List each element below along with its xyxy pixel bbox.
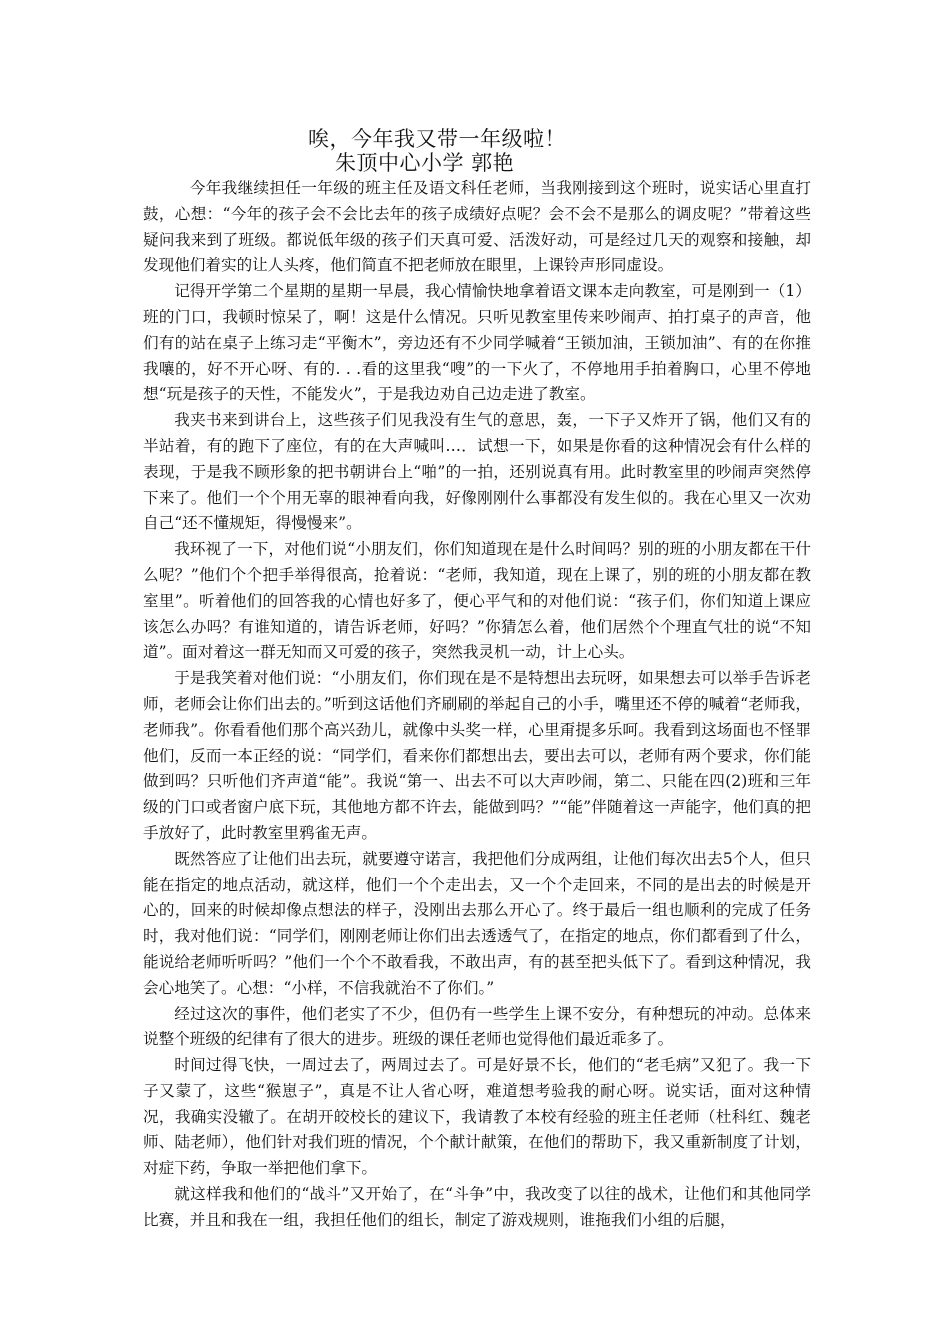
paragraph: 我夹书来到讲台上，这些孩子们见我没有生气的意思，轰，一下子又炸开了锅，他们又有的半站着，有的跑下了座位，有的在大声喊叫…．试想一下，如果是你看的这种情况会有什么样的表现，于是我不顾形象的把书朝讲台上“啪”的一拍，还别说真有用。此时教室里的吵闹声突然停下来了。他们一个个用无辜的眼神看向我，好像刚刚什么事都没有发生似的。我在心里又一次劝自己“还不懂规矩，得慢慢来”。 — [143, 411, 811, 533]
paragraph: 经过这次的事件，他们老实了不少，但仍有一些学生上课不安分，有种想玩的冲动。总体来说整个班级的纪律有了很大的进步。班级的课任老师也觉得他们最近乖多了。 — [143, 1004, 811, 1049]
document-author: 朱顶中心小学 郭艳 — [335, 151, 515, 175]
paragraph: 就这样我和他们的“战斗”又开始了，在“斗争”中，我改变了以往的战术，让他们和其他同学比赛，并且和我在一组，我担任他们的组长，制定了游戏规则，谁拖我们小组的后腿， — [143, 1185, 811, 1229]
paragraph: 今年我继续担任一年级的班主任及语文科任老师，当我刚接到这个班时，说实话心里直打鼓，心想：“今年的孩子会不会比去年的孩子成绩好点呢？会不会不是那么的调皮呢？”带着这些疑问我来到了班级。都说低年级的孩子们天真可爱、活泼好动，可是经过几天的观察和接触，却发现他们着实的让人头疼，他们简直不把老师放在眼里，上课铃声形同虚设。 — [143, 179, 811, 275]
paragraph: 既然答应了让他们出去玩，就要遵守诺言，我把他们分成两组，让他们每次出去5个人，但只能在指定的地点活动，就这样，他们一个个走出去，又一个个走回来，不同的是出去的时候是开心的，回来的时候却像点想法的样子，没刚出去那么开心了。终于最后一组也顺利的完成了任务时，我对他们说：“同学们，刚刚老师让你们出去透透气了，在指定的地点，你们都看到了什么，能说给老师听听吗？”他们一个个不敢看我，不敢出声，有的甚至把头低下了。看到这种情况，我会心地笑了。心想：“小样，不信我就治不了你们。” — [143, 849, 811, 997]
paragraph: 记得开学第二个星期的星期一早晨，我心情愉快地拿着语文课本走向教室，可是刚到一（1）班的门口，我顿时惊呆了，啊！这是什么情况。只听见教室里传来吵闹声、拍打桌子的声音，他们有的站在桌子上练习走“平衡木”，旁边还有不少同学喊着“王锁加油，王锁加油”、有的在你推我嚷的，好不开心呀、有的. . .看的这里我“嗖”的一下火了，不停地用手拍着胸口，心里不停地想“玩是孩子的天性，不能发火”，于是我边劝自己边走进了教室。 — [143, 282, 811, 404]
document-body — [143, 176, 811, 1234]
document-title: 唉，今年我又带一年级啦！ — [308, 127, 566, 151]
paragraph: 我环视了一下，对他们说“小朋友们，你们知道现在是什么时间吗？别的班的小朋友都在干什么呢？”他们个个把手举得很高，抢着说：“老师，我知道，现在上课了，别的班的小朋友都在教室里”。听着他们的回答我的心情也好多了，便心平气和的对他们说：“孩子们，你们知道上课应该怎么办吗？有谁知道的，请告诉老师，好吗？”你猜怎么着，他们居然个个理直气壮的说“不知道”。面对着这一群无知而又可爱的孩子，突然我灵机一动，计上心头。 — [143, 540, 811, 662]
paragraph: 时间过得飞快，一周过去了，两周过去了。可是好景不长，他们的“老毛病”又犯了。我一下子又蒙了，这些“猴崽子”，真是不让人省心呀，难道想考验我的耐心呀。说实话，面对这种情况，我确实没辙了。在胡开皎校长的建议下，我请教了本校有经验的班主任老师（杜科红、魏老师、陆老师），他们针对我们班的情况，个个献计献策，在他们的帮助下，我又重新制度了计划，对症下药，争取一举把他们拿下。 — [143, 1056, 811, 1178]
paragraph: 于是我笑着对他们说：“小朋友们，你们现在是不是特想出去玩呀，如果想去可以举手告诉老师，老师会让你们出去的。”听到这话他们齐刷刷的举起自己的小手，嘴里还不停的喊着“老师我，老师我”。你看看他们那个高兴劲儿，就像中头奖一样，心里甭提多乐呵。我看到这场面也不怪罪他们，反而一本正经的说：“同学们，看来你们都想出去，要出去可以，老师有两个要求，你们能做到吗？只听他们齐声道“能”。我说“第一、出去不可以大声吵闹，第二、只能在四(2)班和三年级的门口或者窗户底下玩，其他地方都不许去，能做到吗？”“能”伴随着这一声能字，他们真的把手放好了，此时教室里鸦雀无声。 — [143, 669, 811, 842]
